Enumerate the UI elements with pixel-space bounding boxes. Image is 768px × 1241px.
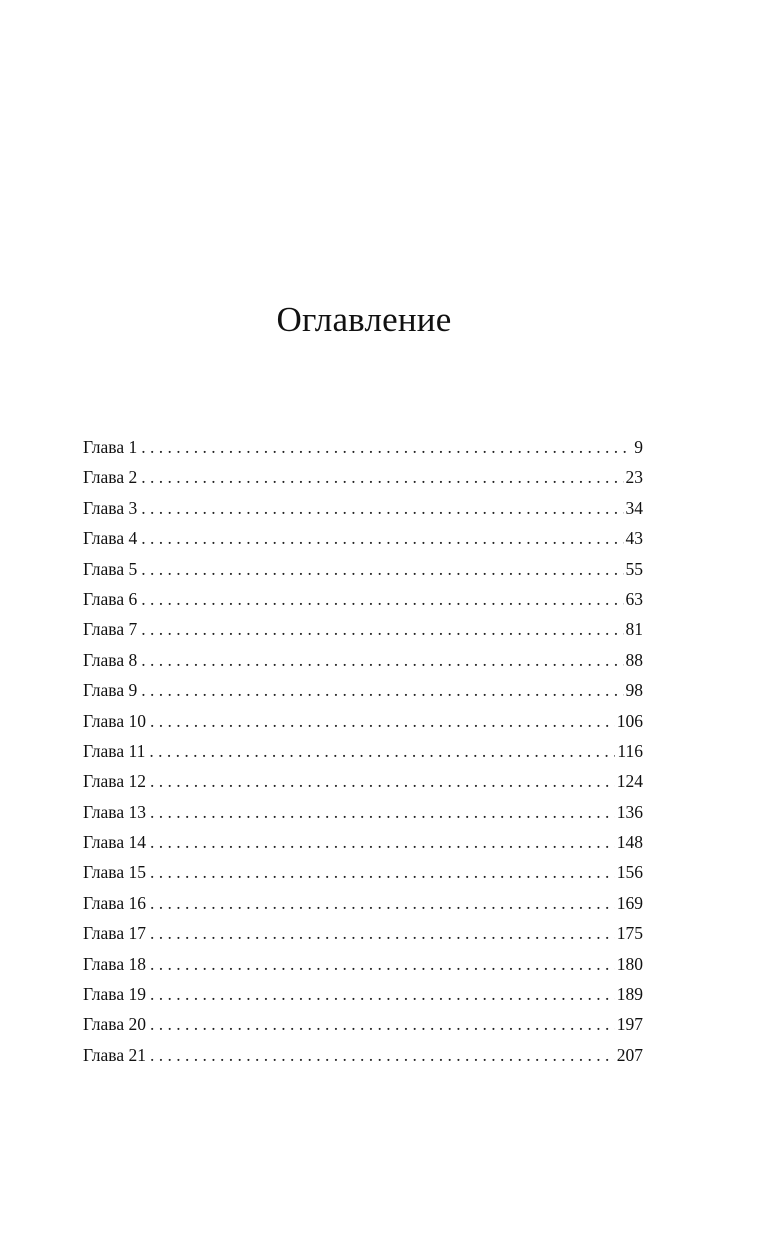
chapter-label: Глава 20 <box>83 1014 146 1035</box>
chapter-label: Глава 14 <box>83 832 146 853</box>
chapter-label: Глава 2 <box>83 467 138 488</box>
chapter-label: Глава 8 <box>83 649 138 670</box>
chapter-label: Глава 16 <box>83 892 146 913</box>
toc-entry <box>83 614 643 644</box>
dot-leader <box>150 979 615 1009</box>
chapter-label: Глава 4 <box>83 528 138 549</box>
toc-entry <box>83 706 643 736</box>
dot-leader <box>141 645 623 675</box>
dot-leader <box>150 766 615 796</box>
page-number: 23 <box>625 467 643 488</box>
page-number: 106 <box>616 710 643 731</box>
dot-leader <box>141 554 623 584</box>
dot-leader <box>141 584 623 614</box>
chapter-label: Глава 18 <box>83 953 146 974</box>
page-number: 189 <box>616 984 643 1005</box>
chapter-label: Глава 3 <box>83 497 138 518</box>
dot-leader <box>141 462 623 492</box>
toc-entry <box>83 888 643 918</box>
toc-entry <box>83 462 643 492</box>
dot-leader <box>149 736 615 766</box>
chapter-label: Глава 12 <box>83 771 146 792</box>
chapter-label: Глава 21 <box>83 1044 146 1065</box>
page-number: 81 <box>625 619 643 640</box>
dot-leader <box>141 493 623 523</box>
toc-entry <box>83 857 643 887</box>
dot-leader <box>150 888 615 918</box>
toc-entry <box>83 493 643 523</box>
toc-entry <box>83 523 643 553</box>
dot-leader <box>141 523 623 553</box>
page-number: 169 <box>616 892 643 913</box>
page-number: 9 <box>634 437 643 457</box>
page-number: 156 <box>616 862 643 883</box>
dot-leader <box>141 432 632 462</box>
chapter-label: Глава 10 <box>83 710 146 731</box>
dot-leader <box>150 918 615 948</box>
chapter-label: Глава 5 <box>83 558 138 579</box>
toc-entry <box>83 584 643 614</box>
page-number: 197 <box>616 1014 643 1035</box>
page-number: 175 <box>616 923 643 944</box>
table-of-contents <box>83 432 643 1070</box>
toc-entry <box>83 979 643 1009</box>
chapter-label: Глава 15 <box>83 862 146 883</box>
dot-leader <box>150 827 615 857</box>
chapter-label: Глава 7 <box>83 619 138 640</box>
page-number: 148 <box>616 832 643 853</box>
toc-entry <box>83 432 643 462</box>
page-title: Оглавление <box>276 300 452 339</box>
toc-entry <box>83 1040 643 1070</box>
dot-leader <box>141 675 623 705</box>
page-number: 55 <box>625 558 643 579</box>
dot-leader <box>150 1040 615 1070</box>
toc-entry <box>83 675 643 705</box>
page-number: 63 <box>625 588 643 609</box>
dot-leader <box>150 857 615 887</box>
toc-entry <box>83 1009 643 1039</box>
dot-leader <box>150 797 615 827</box>
toc-entry <box>83 827 643 857</box>
chapter-label: Глава 13 <box>83 801 146 822</box>
chapter-label: Глава 1 <box>83 437 138 457</box>
page-number: 98 <box>625 680 643 701</box>
dot-leader <box>150 949 615 979</box>
toc-entry <box>83 918 643 948</box>
page-number: 136 <box>616 801 643 822</box>
chapter-label: Глава 17 <box>83 923 146 944</box>
page-number: 88 <box>625 649 643 670</box>
chapter-label: Глава 6 <box>83 588 138 609</box>
chapter-label: Глава 19 <box>83 984 146 1005</box>
page-number: 180 <box>616 953 643 974</box>
toc-entry <box>83 766 643 796</box>
toc-entry <box>83 797 643 827</box>
toc-entry <box>83 736 643 766</box>
page-number: 207 <box>616 1044 643 1065</box>
toc-entry <box>83 554 643 584</box>
chapter-label: Глава 9 <box>83 680 138 701</box>
toc-entry <box>83 949 643 979</box>
dot-leader <box>141 614 623 644</box>
chapter-label: Глава 11 <box>83 740 146 761</box>
page-number: 43 <box>625 528 643 549</box>
page-number: 116 <box>617 740 643 761</box>
dot-leader <box>150 1009 615 1039</box>
dot-leader <box>150 706 615 736</box>
page-number: 34 <box>625 497 643 518</box>
toc-entry <box>83 645 643 675</box>
page-number: 124 <box>616 771 643 792</box>
